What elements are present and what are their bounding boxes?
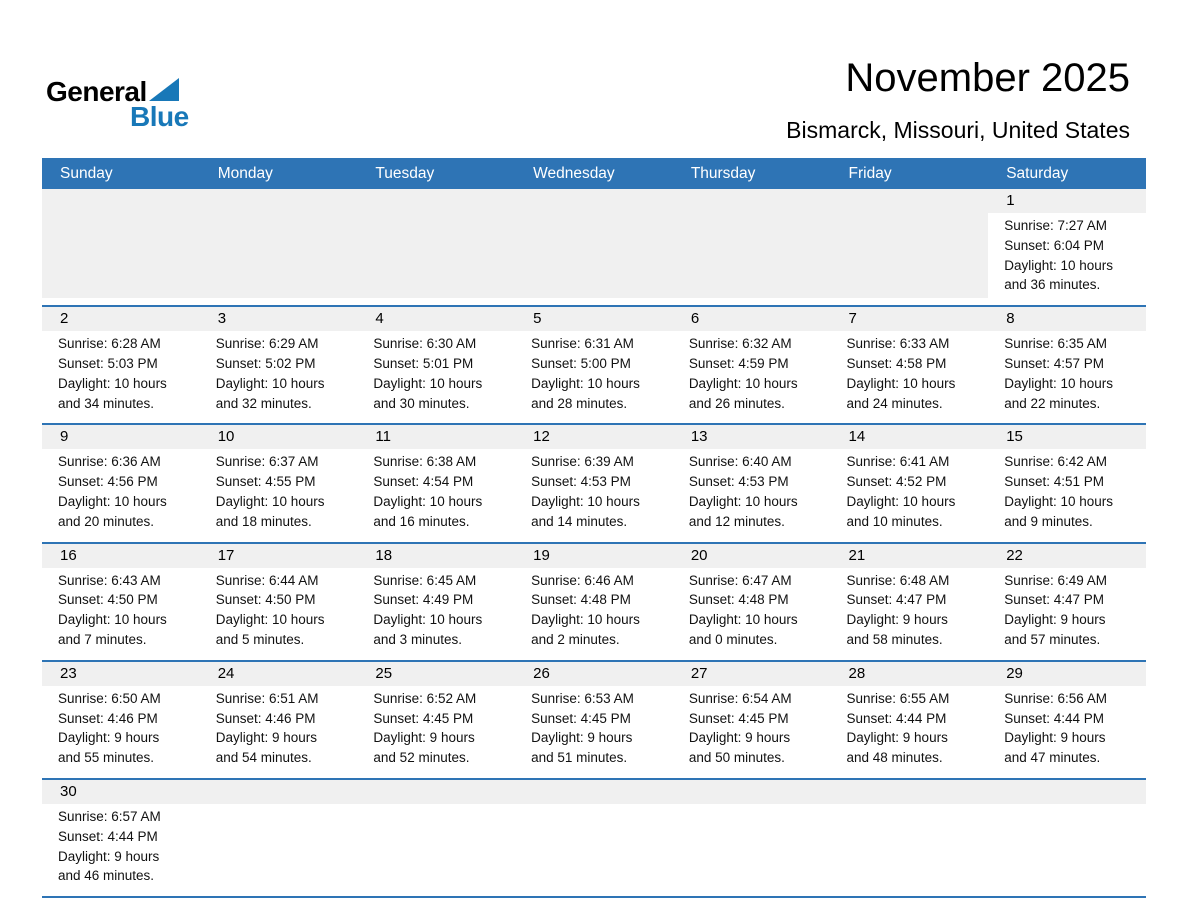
day-info-23: [42, 686, 200, 778]
daylight-text-line1: Daylight: 9 hours: [1004, 730, 1106, 746]
day-cell-23: [42, 661, 200, 779]
weekday-header-wednesday: Wednesday: [515, 158, 673, 189]
daylight-text-line1: Daylight: 10 hours: [688, 493, 798, 509]
daylight-text-line2: and 0 minutes.: [688, 631, 778, 647]
daylight-text-line2: and 2 minutes.: [531, 631, 620, 647]
day-info-17: [200, 568, 358, 660]
day-number-23: 23: [42, 662, 200, 686]
day-info-14: [831, 449, 989, 541]
day-cell-13: [673, 424, 831, 542]
daylight-text-line1: Daylight: 10 hours: [215, 493, 325, 509]
empty-body: [988, 804, 1146, 889]
day-number-2: 2: [42, 307, 200, 331]
sunrise-text: Sunrise: 6:50 AM: [58, 690, 161, 706]
week-row-2: [42, 306, 1146, 424]
daylight-text-line1: Daylight: 10 hours: [215, 375, 325, 391]
day-cell-27: [673, 661, 831, 779]
week-row-5: [42, 661, 1146, 779]
sunrise-text: Sunrise: 6:47 AM: [688, 572, 792, 588]
weekday-header-friday: Friday: [831, 158, 989, 189]
sunset-text: Sunset: 5:02 PM: [215, 355, 316, 371]
empty-cell: [42, 189, 200, 306]
sunrise-text: Sunrise: 6:56 AM: [1004, 690, 1108, 706]
daylight-text-line2: and 18 minutes.: [215, 513, 312, 529]
daylight-text-line2: and 47 minutes.: [1004, 750, 1101, 766]
day-cell-25: [357, 661, 515, 779]
day-info-24: [200, 686, 358, 778]
day-cell-3: [200, 306, 358, 424]
daylight-text-line1: Daylight: 10 hours: [373, 493, 483, 509]
weekday-header-row: [42, 158, 1146, 189]
day-cell-22: [988, 543, 1146, 661]
logo-triangle-icon: [149, 78, 179, 101]
empty-strip: [831, 780, 989, 804]
day-info-28: [831, 686, 989, 778]
day-number-21: 21: [831, 544, 989, 568]
day-info-4: [357, 331, 515, 423]
daylight-text-line1: Daylight: 10 hours: [1004, 257, 1114, 273]
week-row-1: [42, 189, 1146, 306]
daylight-text-line2: and 51 minutes.: [531, 750, 628, 766]
daylight-text-line1: Daylight: 9 hours: [688, 730, 791, 746]
daylight-text-line2: and 24 minutes.: [846, 395, 943, 411]
sunrise-text: Sunrise: 6:35 AM: [1004, 336, 1108, 352]
empty-cell: [357, 779, 515, 897]
sunset-text: Sunset: 4:50 PM: [58, 592, 158, 608]
daylight-text-line1: Daylight: 10 hours: [531, 375, 640, 391]
calendar: [42, 158, 1146, 898]
daylight-text-line2: and 57 minutes.: [1004, 631, 1101, 647]
day-number-30: 30: [42, 780, 200, 804]
empty-strip: [357, 189, 515, 213]
sunset-text: Sunset: 4:59 PM: [688, 355, 789, 371]
sunset-text: Sunset: 5:03 PM: [58, 355, 158, 371]
day-number-3: 3: [200, 307, 358, 331]
daylight-text-line2: and 34 minutes.: [58, 395, 155, 411]
sunset-text: Sunset: 4:47 PM: [1004, 592, 1105, 608]
day-info-18: [357, 568, 515, 660]
daylight-text-line2: and 14 minutes.: [531, 513, 628, 529]
day-info-20: [673, 568, 831, 660]
empty-strip: [515, 189, 673, 213]
day-info-10: [200, 449, 358, 541]
empty-body: [831, 804, 989, 889]
day-number-20: 20: [673, 544, 831, 568]
day-info-12: [515, 449, 673, 541]
daylight-text-line2: and 12 minutes.: [688, 513, 785, 529]
sunrise-text: Sunrise: 6:54 AM: [688, 690, 792, 706]
empty-cell: [200, 189, 358, 306]
daylight-text-line1: Daylight: 9 hours: [846, 612, 948, 628]
daylight-text-line1: Daylight: 10 hours: [846, 375, 956, 391]
empty-strip: [673, 189, 831, 213]
day-cell-26: [515, 661, 673, 779]
sunset-text: Sunset: 4:44 PM: [846, 710, 947, 726]
logo-text-blue: Blue: [130, 101, 189, 132]
daylight-text-line2: and 46 minutes.: [58, 868, 155, 884]
empty-cell: [831, 189, 989, 306]
day-number-14: 14: [831, 425, 989, 449]
sunrise-text: Sunrise: 6:42 AM: [1004, 454, 1108, 470]
weekday-header-sunday: Sunday: [42, 158, 200, 189]
day-info-11: [357, 449, 515, 541]
daylight-text-line1: Daylight: 9 hours: [531, 730, 633, 746]
sunrise-text: Sunrise: 6:44 AM: [215, 572, 319, 588]
day-cell-10: [200, 424, 358, 542]
day-cell-17: [200, 543, 358, 661]
day-cell-11: [357, 424, 515, 542]
empty-cell: [515, 189, 673, 306]
daylight-text-line2: and 26 minutes.: [688, 395, 785, 411]
week-row-6: [42, 779, 1146, 897]
empty-cell: [673, 779, 831, 897]
empty-strip: [357, 780, 515, 804]
day-info-5: [515, 331, 673, 423]
day-cell-6: [673, 306, 831, 424]
daylight-text-line1: Daylight: 9 hours: [1004, 612, 1106, 628]
sunrise-text: Sunrise: 6:41 AM: [846, 454, 950, 470]
sunrise-text: Sunrise: 6:31 AM: [531, 336, 634, 352]
daylight-text-line2: and 3 minutes.: [373, 631, 462, 647]
day-number-11: 11: [357, 425, 515, 449]
weekday-header-tuesday: Tuesday: [357, 158, 515, 189]
daylight-text-line1: Daylight: 10 hours: [688, 612, 798, 628]
empty-strip: [673, 780, 831, 804]
sunset-text: Sunset: 4:50 PM: [215, 592, 316, 608]
day-cell-21: [831, 543, 989, 661]
sunset-text: Sunset: 4:45 PM: [688, 710, 789, 726]
sunrise-text: Sunrise: 6:32 AM: [688, 336, 792, 352]
day-number-26: 26: [515, 662, 673, 686]
sunrise-text: Sunrise: 6:57 AM: [58, 808, 161, 824]
daylight-text-line2: and 5 minutes.: [215, 631, 305, 647]
day-cell-2: [42, 306, 200, 424]
empty-strip: [515, 780, 673, 804]
sunset-text: Sunset: 4:49 PM: [373, 592, 474, 608]
empty-cell: [200, 779, 358, 897]
day-number-10: 10: [200, 425, 358, 449]
day-cell-19: [515, 543, 673, 661]
week-row-4: [42, 543, 1146, 661]
sunset-text: Sunset: 5:01 PM: [373, 355, 474, 371]
empty-cell: [515, 779, 673, 897]
daylight-text-line1: Daylight: 10 hours: [58, 612, 167, 628]
day-cell-14: [831, 424, 989, 542]
daylight-text-line2: and 54 minutes.: [215, 750, 312, 766]
sunrise-text: Sunrise: 6:55 AM: [846, 690, 950, 706]
general-blue-logo: [46, 76, 189, 133]
day-number-28: 28: [831, 662, 989, 686]
daylight-text-line1: Daylight: 10 hours: [373, 375, 483, 391]
page-title: November 2025: [845, 56, 1130, 100]
empty-body: [673, 804, 831, 889]
empty-strip: [42, 189, 200, 213]
sunrise-text: Sunrise: 6:48 AM: [846, 572, 950, 588]
day-number-1: 1: [988, 189, 1146, 213]
daylight-text-line1: Daylight: 9 hours: [373, 730, 475, 746]
sunset-text: Sunset: 4:58 PM: [846, 355, 947, 371]
daylight-text-line1: Daylight: 10 hours: [688, 375, 798, 391]
day-number-5: 5: [515, 307, 673, 331]
empty-body: [357, 804, 515, 889]
empty-cell: [357, 189, 515, 306]
day-number-19: 19: [515, 544, 673, 568]
sunset-text: Sunset: 4:45 PM: [531, 710, 631, 726]
sunrise-text: Sunrise: 6:38 AM: [373, 454, 477, 470]
sunset-text: Sunset: 4:44 PM: [58, 828, 158, 844]
daylight-text-line2: and 22 minutes.: [1004, 395, 1101, 411]
daylight-text-line1: Daylight: 10 hours: [373, 612, 483, 628]
sunrise-text: Sunrise: 6:49 AM: [1004, 572, 1108, 588]
weekday-header-saturday: Saturday: [988, 158, 1146, 189]
sunset-text: Sunset: 4:57 PM: [1004, 355, 1105, 371]
weekday-header-monday: Monday: [200, 158, 358, 189]
sunrise-text: Sunrise: 6:29 AM: [215, 336, 319, 352]
daylight-text-line1: Daylight: 10 hours: [531, 612, 640, 628]
sunrise-text: Sunrise: 6:43 AM: [58, 572, 161, 588]
day-info-8: [988, 331, 1146, 423]
empty-strip: [988, 780, 1146, 804]
empty-cell: [988, 779, 1146, 897]
day-number-24: 24: [200, 662, 358, 686]
daylight-text-line1: Daylight: 9 hours: [846, 730, 948, 746]
day-number-17: 17: [200, 544, 358, 568]
daylight-text-line1: Daylight: 9 hours: [58, 730, 160, 746]
daylight-text-line1: Daylight: 9 hours: [58, 848, 160, 864]
day-number-13: 13: [673, 425, 831, 449]
day-info-3: [200, 331, 358, 423]
sunrise-text: Sunrise: 6:39 AM: [531, 454, 634, 470]
daylight-text-line2: and 28 minutes.: [531, 395, 628, 411]
day-number-7: 7: [831, 307, 989, 331]
daylight-text-line2: and 36 minutes.: [1004, 277, 1101, 293]
day-cell-7: [831, 306, 989, 424]
empty-body: [357, 213, 515, 298]
empty-body: [673, 213, 831, 298]
day-number-15: 15: [988, 425, 1146, 449]
day-cell-29: [988, 661, 1146, 779]
day-cell-15: [988, 424, 1146, 542]
daylight-text-line1: Daylight: 10 hours: [58, 493, 167, 509]
day-cell-20: [673, 543, 831, 661]
day-info-6: [673, 331, 831, 423]
sunrise-text: Sunrise: 6:51 AM: [215, 690, 319, 706]
day-cell-30: [42, 779, 200, 897]
calendar-body: [42, 189, 1146, 897]
daylight-text-line1: Daylight: 10 hours: [846, 493, 956, 509]
day-info-16: [42, 568, 200, 660]
sunset-text: Sunset: 4:48 PM: [688, 592, 789, 608]
daylight-text-line2: and 50 minutes.: [688, 750, 785, 766]
sunrise-text: Sunrise: 6:28 AM: [58, 336, 161, 352]
sunrise-text: Sunrise: 7:27 AM: [1004, 218, 1108, 233]
day-number-18: 18: [357, 544, 515, 568]
daylight-text-line2: and 32 minutes.: [215, 395, 312, 411]
week-row-3: [42, 424, 1146, 542]
day-info-1: [988, 213, 1146, 305]
sunset-text: Sunset: 4:45 PM: [373, 710, 474, 726]
day-info-2: [42, 331, 200, 423]
day-cell-24: [200, 661, 358, 779]
daylight-text-line1: Daylight: 10 hours: [1004, 493, 1114, 509]
day-info-15: [988, 449, 1146, 541]
empty-cell: [831, 779, 989, 897]
daylight-text-line1: Daylight: 10 hours: [1004, 375, 1114, 391]
day-info-26: [515, 686, 673, 778]
daylight-text-line1: Daylight: 10 hours: [531, 493, 640, 509]
sunset-text: Sunset: 6:04 PM: [1004, 237, 1105, 253]
sunset-text: Sunset: 5:00 PM: [531, 355, 631, 371]
sunrise-text: Sunrise: 6:40 AM: [688, 454, 792, 470]
day-number-9: 9: [42, 425, 200, 449]
daylight-text-line2: and 7 minutes.: [58, 631, 147, 647]
day-number-25: 25: [357, 662, 515, 686]
sunrise-text: Sunrise: 6:52 AM: [373, 690, 477, 706]
sunrise-text: Sunrise: 6:46 AM: [531, 572, 634, 588]
sunset-text: Sunset: 4:52 PM: [846, 474, 947, 490]
sunrise-text: Sunrise: 6:33 AM: [846, 336, 950, 352]
sunset-text: Sunset: 4:53 PM: [688, 474, 789, 490]
day-cell-28: [831, 661, 989, 779]
sunset-text: Sunset: 4:54 PM: [373, 474, 474, 490]
sunset-text: Sunset: 4:47 PM: [846, 592, 947, 608]
day-info-21: [831, 568, 989, 660]
daylight-text-line2: and 9 minutes.: [1004, 513, 1093, 529]
daylight-text-line2: and 58 minutes.: [846, 631, 943, 647]
empty-body: [515, 804, 673, 889]
empty-body: [200, 213, 358, 298]
sunrise-text: Sunrise: 6:45 AM: [373, 572, 477, 588]
daylight-text-line2: and 16 minutes.: [373, 513, 470, 529]
day-info-29: [988, 686, 1146, 778]
sunset-text: Sunset: 4:56 PM: [58, 474, 158, 490]
logo-text-general: General: [46, 76, 147, 107]
day-number-22: 22: [988, 544, 1146, 568]
sunset-text: Sunset: 4:48 PM: [531, 592, 631, 608]
empty-body: [200, 804, 358, 889]
daylight-text-line2: and 48 minutes.: [846, 750, 943, 766]
day-info-25: [357, 686, 515, 778]
day-cell-18: [357, 543, 515, 661]
daylight-text-line2: and 10 minutes.: [846, 513, 943, 529]
daylight-text-line1: Daylight: 10 hours: [215, 612, 325, 628]
day-info-19: [515, 568, 673, 660]
empty-body: [831, 213, 989, 298]
day-cell-8: [988, 306, 1146, 424]
day-info-30: [42, 804, 200, 896]
day-cell-1: [988, 189, 1146, 306]
empty-cell: [673, 189, 831, 306]
day-cell-4: [357, 306, 515, 424]
empty-strip: [200, 189, 358, 213]
calendar-table: [42, 158, 1146, 898]
sunset-text: Sunset: 4:46 PM: [215, 710, 316, 726]
day-number-27: 27: [673, 662, 831, 686]
daylight-text-line2: and 52 minutes.: [373, 750, 470, 766]
calendar-header: [42, 158, 1146, 189]
sunset-text: Sunset: 4:44 PM: [1004, 710, 1105, 726]
day-number-4: 4: [357, 307, 515, 331]
day-number-16: 16: [42, 544, 200, 568]
empty-strip: [200, 780, 358, 804]
day-number-8: 8: [988, 307, 1146, 331]
day-cell-5: [515, 306, 673, 424]
day-number-29: 29: [988, 662, 1146, 686]
sunrise-text: Sunrise: 6:53 AM: [531, 690, 634, 706]
empty-strip: [831, 189, 989, 213]
day-cell-9: [42, 424, 200, 542]
empty-body: [515, 213, 673, 298]
daylight-text-line1: Daylight: 9 hours: [215, 730, 318, 746]
daylight-text-line2: and 30 minutes.: [373, 395, 470, 411]
daylight-text-line1: Daylight: 10 hours: [58, 375, 167, 391]
day-number-12: 12: [515, 425, 673, 449]
day-info-9: [42, 449, 200, 541]
day-cell-16: [42, 543, 200, 661]
day-number-6: 6: [673, 307, 831, 331]
daylight-text-line2: and 20 minutes.: [58, 513, 155, 529]
sunrise-text: Sunrise: 6:37 AM: [215, 454, 319, 470]
daylight-text-line2: and 55 minutes.: [58, 750, 155, 766]
sunset-text: Sunset: 4:53 PM: [531, 474, 631, 490]
day-info-27: [673, 686, 831, 778]
day-cell-12: [515, 424, 673, 542]
day-info-7: [831, 331, 989, 423]
sunset-text: Sunset: 4:51 PM: [1004, 474, 1105, 490]
weekday-header-thursday: Thursday: [673, 158, 831, 189]
sunset-text: Sunset: 4:46 PM: [58, 710, 158, 726]
page-subtitle: Bismarck, Missouri, United States: [786, 117, 1130, 143]
day-info-13: [673, 449, 831, 541]
sunset-text: Sunset: 4:55 PM: [215, 474, 316, 490]
sunrise-text: Sunrise: 6:36 AM: [58, 454, 161, 470]
day-info-22: [988, 568, 1146, 660]
sunrise-text: Sunrise: 6:30 AM: [373, 336, 477, 352]
empty-body: [42, 213, 200, 298]
